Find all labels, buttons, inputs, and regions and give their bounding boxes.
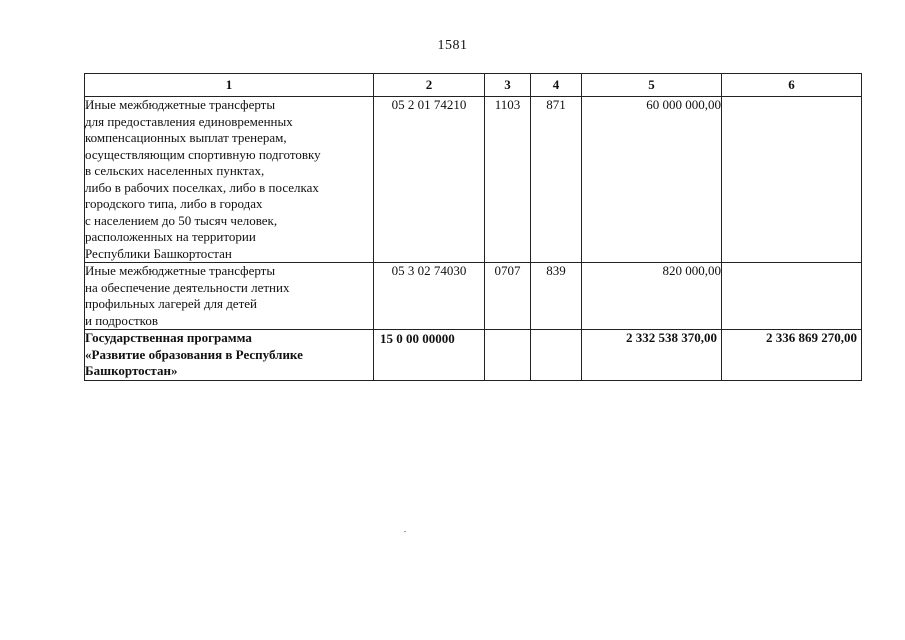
- row-amount-1: 60 000 000,00: [582, 97, 722, 263]
- row-amount-2: [722, 263, 862, 330]
- row-section-code: 0707: [485, 263, 531, 330]
- row-section-code: 1103: [485, 97, 531, 263]
- row-amount-2: [722, 97, 862, 263]
- row-target-code: 05 2 01 74210: [374, 97, 485, 263]
- scan-speck: [404, 531, 406, 532]
- column-header-6: 6: [722, 74, 862, 97]
- budget-table: [84, 73, 862, 381]
- table-row: [85, 97, 862, 263]
- row-target-code: 05 3 02 74030: [374, 263, 485, 330]
- column-header-5: 5: [582, 74, 722, 97]
- total-expense-type: [531, 330, 582, 381]
- page-number: 1581: [437, 38, 468, 53]
- row-description: Иные межбюджетные трансферты для предоставления единовременных компенсационных выплат тренерам, осуществляющим спортивную подготовку в сельских населенных пунктах, либо в рабочих поселках, либо в поселках городского типа, либо в городах с населением до 50 тысяч человек, расположенных на территории Республики Башкортостан: [85, 97, 374, 263]
- total-description: Государственная программа «Развитие образования в Республике Башкортостан»: [85, 330, 374, 381]
- row-amount-1: 820 000,00: [582, 263, 722, 330]
- table-header-row: [85, 74, 862, 97]
- column-header-3: 3: [485, 74, 531, 97]
- table-total-row: [85, 330, 862, 381]
- total-target-code: 15 0 00 00000: [374, 330, 485, 381]
- row-description: Иные межбюджетные трансферты на обеспечение деятельности летних профильных лагерей для детей и подростков: [85, 263, 374, 330]
- column-header-2: 2: [374, 74, 485, 97]
- table-row: [85, 263, 862, 330]
- total-section-code: [485, 330, 531, 381]
- row-expense-type: 839: [531, 263, 582, 330]
- total-amount-2: 2 336 869 270,00: [722, 330, 862, 381]
- row-expense-type: 871: [531, 97, 582, 263]
- column-header-1: 1: [85, 74, 374, 97]
- total-amount-1: 2 332 538 370,00: [582, 330, 722, 381]
- column-header-4: 4: [531, 74, 582, 97]
